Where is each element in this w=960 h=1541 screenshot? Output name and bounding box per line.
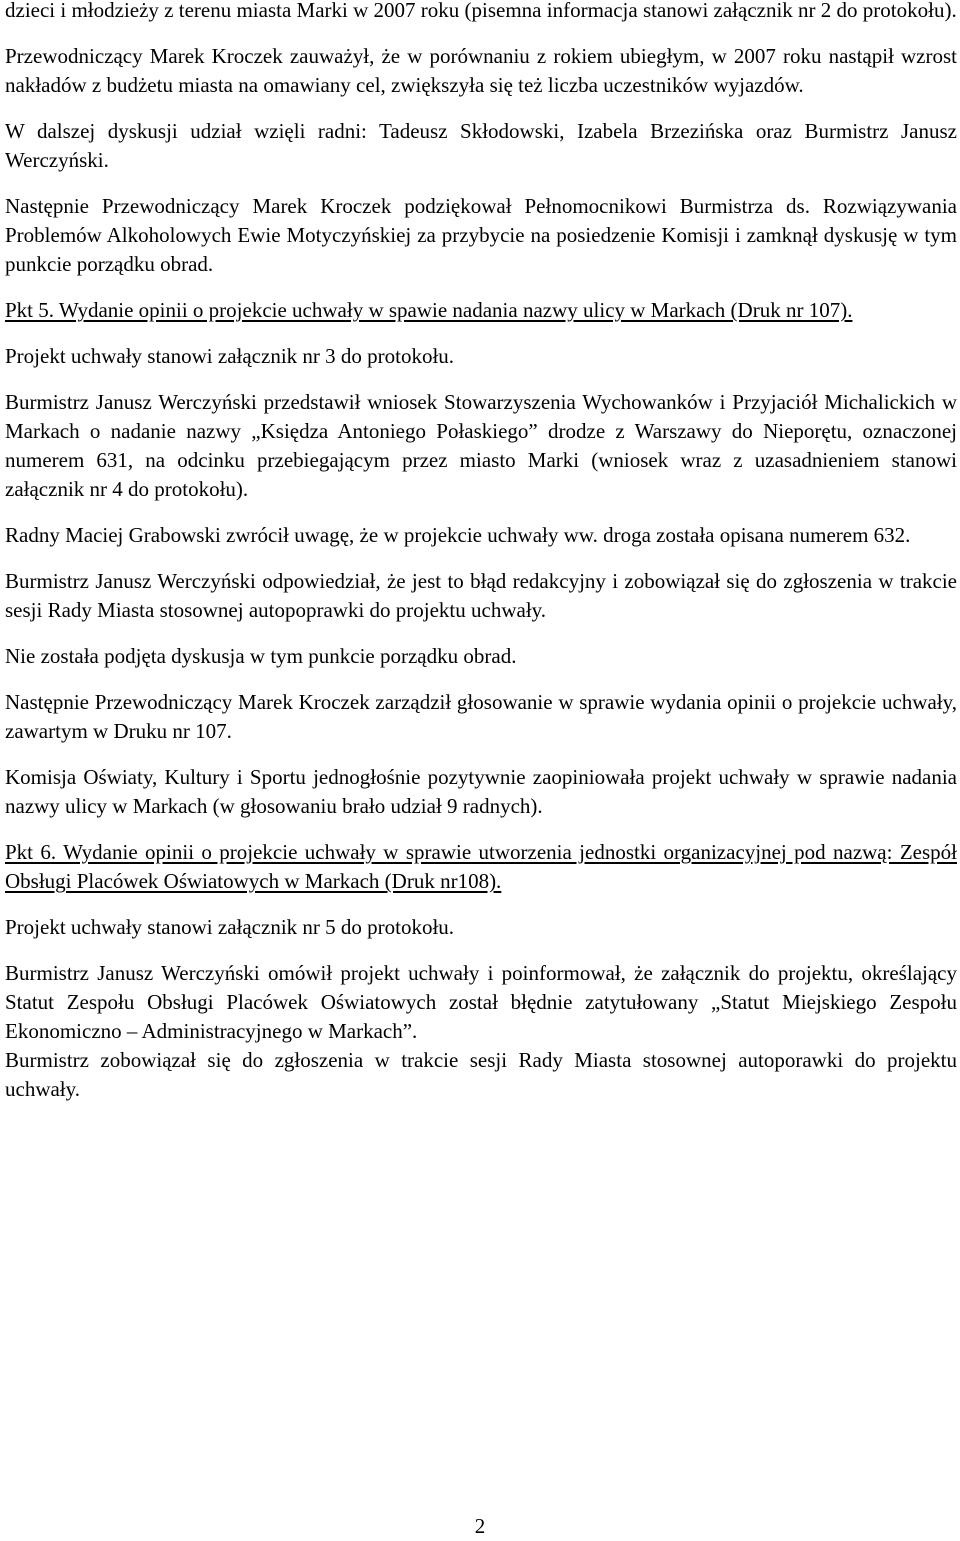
paragraph-vote-called: Następnie Przewodniczący Marek Kroczek zarządził głosowanie w sprawie wydania opinii o projekcie uchwały, zawartym w Druku nr 107. xyxy=(5,690,957,743)
paragraph-mayor-motion: Burmistrz Janusz Werczyński przedstawił wniosek Stowarzyszenia Wychowanków i Przyjaciół Michalickich w Markach o nadanie nazwy „Księdza Antoniego Połaskiego” drodze z Warszawy do Nieporętu, oznaczonej numerem 631, na odcinku przebiegającym przez miasto Marki (wniosek wraz z uzasadnieniem stanowi załącznik nr 4 do protokołu). xyxy=(5,390,957,501)
paragraph-further-discussion: W dalszej dyskusji udział wzięli radni: Tadeusz Skłodowski, Izabela Brzezińska oraz Burmistrz Janusz Werczyński. xyxy=(5,119,957,172)
paragraph-thanks-plenipotentiary: Następnie Przewodniczący Marek Kroczek podziękował Pełnomocnikowi Burmistrza ds. Rozwiązywania Problemów Alkoholowych Ewie Motyczyńskiej za przybycie na posiedzenie Komisji i zamknął dyskusję w tym punkcie porządku obrad. xyxy=(5,194,957,276)
paragraph-attachment-5: Projekt uchwały stanowi załącznik nr 5 do protokołu. xyxy=(5,915,455,939)
paragraph-vote-result: Komisja Oświaty, Kultury i Sportu jednogłośnie pozytywnie zaopiniowała projekt uchwały w sprawie nadania nazwy ulicy w Markach (w głosowaniu brało udział 9 radnych). xyxy=(5,765,957,818)
paragraph-attachment-3: Projekt uchwały stanowi załącznik nr 3 do protokołu. xyxy=(5,344,455,368)
paragraph-no-discussion: Nie została podjęta dyskusja w tym punkcie porządku obrad. xyxy=(5,644,517,668)
document-page xyxy=(5,0,957,1121)
paragraph-mayor-commitment: Burmistrz zobowiązał się do zgłoszenia w trakcie sesji Rady Miasta stosownej autoporawki do projektu uchwały. xyxy=(5,1048,957,1101)
page-number: 2 xyxy=(474,1514,486,1538)
paragraph-councillor-remark: Radny Maciej Grabowski zwrócił uwagę, że w projekcie uchwały ww. droga została opisana numerem 632. xyxy=(5,523,911,547)
paragraph-statute-title-error: Burmistrz Janusz Werczyński omówił projekt uchwały i poinformował, że załącznik do projektu, określający Statut Zespołu Obsługi Placówek Oświatowych został błędnie zatytułowany „Statut Miejskiego Zespołu Ekonomiczno – Administracyjnego w Markach”. xyxy=(5,961,957,1043)
paragraph-mayor-reply: Burmistrz Janusz Werczyński odpowiedział, że jest to błąd redakcyjny i zobowiązał się do zgłoszenia w trakcie sesji Rady Miasta stosownej autopoprawki do projektu uchwały. xyxy=(5,569,957,622)
paragraph-intro-continuation: dzieci i młodzieży z terenu miasta Marki w 2007 roku (pisemna informacja stanowi załącznik nr 2 do protokołu). xyxy=(5,0,957,22)
paragraph-chairman-remark: Przewodniczący Marek Kroczek zauważył, że w porównaniu z rokiem ubiegłym, w 2007 roku nastąpił wzrost nakładów z budżetu miasta na omawiany cel, zwiększyła się też liczba uczestników wyjazdów. xyxy=(5,44,957,97)
agenda-item-5-heading: Pkt 5. Wydanie opinii o projekcie uchwały w spawie nadania nazwy ulicy w Markach (Druk nr 107). xyxy=(5,298,853,322)
agenda-item-6-heading: Pkt 6. Wydanie opinii o projekcie uchwały w sprawie utworzenia jednostki organizacyjnej pod nazwą: Zespół Obsługi Placówek Oświatowych w Markach (Druk nr108). xyxy=(5,840,957,893)
